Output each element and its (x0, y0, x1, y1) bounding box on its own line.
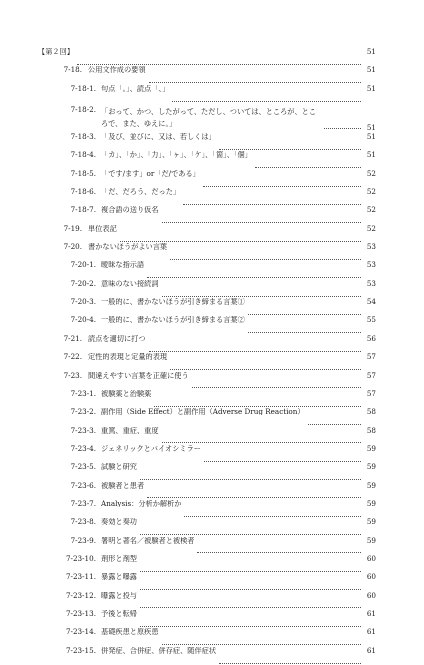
dot-leader (140, 534, 361, 535)
toc-entry-page: 52 (366, 187, 376, 197)
toc-entry-title: 重篤、重症、重度 (101, 426, 159, 434)
dot-leader (140, 589, 361, 590)
table-of-contents (38, 48, 376, 665)
toc-entry (38, 372, 376, 390)
toc-entry-title: 奏効と奏功 (101, 518, 137, 526)
dot-leader (248, 314, 361, 315)
toc-entry-title: ジェネリックとバイオシミラー (101, 444, 201, 453)
toc-entry-number: 7-21. (63, 333, 82, 343)
toc-entry-title: 【第２回】 (38, 48, 74, 56)
toc-entry-page: 52 (366, 168, 376, 178)
toc-entry-number: 7-20. (63, 242, 82, 252)
toc-entry (38, 206, 376, 224)
toc-entry-page: 60 (366, 590, 376, 600)
toc-entry-title: 暴露と曝露 (101, 573, 137, 581)
toc-entry-title: 単位表記 (88, 224, 117, 232)
dot-leader (172, 101, 361, 102)
toc-entry-page: 51 (366, 122, 376, 132)
dot-leader (162, 296, 361, 297)
dot-leader (140, 607, 361, 608)
toc-entry-page: 61 (366, 627, 376, 637)
toc-entry-page: 59 (366, 517, 376, 527)
dot-leader (154, 406, 361, 407)
toc-entry-page: 51 (366, 47, 376, 56)
toc-entry-title: 複合語の送り仮名 (101, 206, 159, 214)
toc-entry-page: 58 (366, 425, 376, 435)
toc-entry-page: 59 (366, 535, 376, 545)
dot-leader (183, 204, 361, 205)
dot-leader (192, 387, 361, 388)
toc-entry-number: 7-23-8. (70, 517, 96, 527)
toc-entry-number: 7-23-2. (70, 407, 96, 417)
toc-entry (38, 151, 376, 169)
toc-entry-number: 7-23-12. (65, 590, 96, 600)
toc-entry (38, 555, 376, 573)
toc-entry (38, 298, 376, 316)
toc-entry-title: 剤形と剤型 (101, 554, 137, 563)
dot-leader (77, 64, 361, 65)
dot-leader (147, 497, 361, 498)
toc-entry-page: 51 (366, 65, 376, 75)
dot-leader (248, 332, 361, 333)
toc-entry-number: 7-20-3. (70, 297, 96, 307)
dot-leader (140, 571, 361, 572)
toc-entry-number: 7-18-7. (70, 205, 96, 215)
toc-entry-title: 副作用（Side Effect）と副作用（Adverse Drug Reaction） (101, 408, 305, 416)
toc-entry-number: 7-23-15. (65, 645, 96, 655)
toc-entry-number: 7-23-1. (70, 388, 96, 398)
toc-entry-title: 曖昧な指示語 (101, 261, 145, 269)
toc-entry-number: 7-18-1. (70, 83, 96, 93)
toc-entry (38, 103, 376, 133)
toc-entry-title: 公用文作成の要領 (88, 66, 146, 74)
dot-leader (162, 222, 361, 223)
toc-entry (38, 66, 376, 84)
dot-leader (162, 442, 361, 443)
dot-leader (170, 369, 361, 370)
toc-entry-number: 7-23. (63, 370, 82, 380)
dot-leader (140, 479, 361, 480)
toc-entry-page: 54 (366, 297, 376, 307)
dot-leader (197, 552, 361, 553)
toc-entry (38, 445, 376, 463)
toc-entry (38, 647, 376, 665)
toc-entry-number: 7-18-4. (70, 150, 96, 160)
toc-entry (38, 427, 376, 445)
toc-entry-title: 「カ」、「か」、「力」、「ヶ」、「ケ」、「箇」、「個」 (101, 151, 252, 159)
toc-entry-number: 7-23-7. (70, 498, 96, 508)
toc-entry-page: 53 (366, 242, 376, 252)
dot-leader (219, 663, 361, 664)
dot-leader (308, 424, 361, 425)
toc-entry (38, 463, 376, 481)
toc-entry-page: 59 (366, 480, 376, 490)
toc-entry-number: 7-18. (63, 65, 82, 75)
toc-entry-title: 被験薬と治験薬 (101, 389, 152, 398)
toc-entry-page: 61 (366, 608, 376, 618)
toc-entry-page: 51 (366, 132, 376, 142)
toc-entry-number: 7-18-6. (70, 187, 96, 197)
dot-leader (120, 241, 361, 242)
toc-entry-title: 被験者と患者 (101, 481, 145, 489)
dot-leader (149, 351, 361, 352)
toc-entry-title: 併発症、合併症、併存症、随伴症状 (101, 646, 217, 654)
toc-entry-page: 60 (366, 572, 376, 582)
toc-entry-page: 51 (366, 150, 376, 160)
toc-entry (38, 573, 376, 591)
toc-entry-title: 一般的に、書かないほうが引き締まる言葉① (101, 298, 245, 306)
toc-entry-page: 51 (366, 83, 376, 93)
toc-entry-number: 7-20-4. (70, 315, 96, 325)
toc-entry-number: 7-23-4. (70, 443, 96, 453)
toc-entry (38, 592, 376, 610)
toc-entry (38, 188, 376, 206)
toc-entry (38, 85, 376, 103)
dot-leader (184, 516, 361, 517)
toc-entry-number: 7-18-3. (70, 132, 96, 142)
toc-entry-number: 7-23-10. (65, 553, 96, 563)
dot-leader (204, 461, 361, 462)
toc-entry (38, 133, 376, 151)
toc-entry-page: 59 (366, 498, 376, 508)
toc-entry-page: 53 (366, 278, 376, 288)
toc-entry-number: 7-23-9. (70, 535, 96, 545)
toc-entry-title: 「です/ます」or「だ/である」 (101, 169, 200, 177)
dot-leader (203, 186, 361, 187)
toc-entry-title: 「おって、かつ、したがって、ただし、ついては、ところが、ところで、また、ゆえに。」 (101, 107, 317, 129)
dot-leader (162, 644, 361, 645)
toc-entry-page: 55 (366, 315, 376, 325)
toc-entry (38, 261, 376, 279)
toc-entry-title: 書かないほうがよい言葉 (88, 243, 168, 251)
dot-leader (324, 128, 361, 129)
toc-entry-number: 7-18-5. (70, 168, 96, 178)
toc-entry-page: 52 (366, 205, 376, 215)
toc-entry (38, 243, 376, 261)
toc-entry (38, 610, 376, 628)
toc-entry-number: 7-22. (63, 352, 82, 362)
toc-entry-number: 7-23-3. (70, 425, 96, 435)
toc-entry-number: 7-23-11. (65, 572, 96, 582)
toc-entry (38, 48, 376, 66)
toc-entry (38, 316, 376, 334)
toc-entry-title: 試験と研究 (101, 463, 137, 471)
toc-entry-number: 7-20-1. (70, 260, 96, 270)
toc-entry-number: 7-20-2. (70, 278, 96, 288)
toc-entry-title: 読点を適切に打つ (88, 334, 146, 343)
dot-leader (147, 277, 361, 278)
dot-leader (255, 167, 361, 168)
toc-entry-page: 56 (366, 333, 376, 343)
toc-entry-number: 7-23-14. (65, 627, 96, 637)
toc-entry-page: 59 (366, 462, 376, 472)
toc-entry-title: 句点「。」、読点「、」 (101, 84, 170, 92)
dot-leader (219, 149, 361, 150)
toc-entry-title: 基礎疾患と原疾患 (101, 628, 159, 636)
toc-entry-title: 予後と転帰 (101, 609, 137, 618)
toc-entry-page: 57 (366, 370, 376, 380)
dot-leader (170, 259, 361, 260)
toc-entry (38, 170, 376, 188)
toc-entry-number: 7-23-5. (70, 462, 96, 472)
toc-entry (38, 628, 376, 646)
toc-entry (38, 225, 376, 243)
toc-entry (38, 353, 376, 371)
toc-entry (38, 500, 376, 518)
toc-entry-title: 「及び、並びに、又は、若しくは」 (101, 133, 216, 141)
toc-entry-title: Analysis：分析か解析か (101, 499, 182, 508)
toc-entry-title: 一般的に、書かないほうが引き締まる言葉② (101, 316, 245, 324)
toc-entry-page: 59 (366, 443, 376, 453)
toc-entry (38, 482, 376, 500)
toc-entry-title: 署明と著名／被験者と被検者 (101, 536, 195, 544)
toc-entry-page: 60 (366, 553, 376, 563)
toc-entry-title: 意味のない接続詞 (101, 279, 159, 287)
toc-entry-page: 57 (366, 352, 376, 362)
dot-leader (140, 626, 361, 627)
toc-entry-title: 「だ、だろう、だった」 (101, 188, 181, 196)
toc-entry (38, 518, 376, 536)
toc-entry (38, 335, 376, 353)
toc-entry (38, 408, 376, 426)
toc-entry (38, 280, 376, 298)
toc-entry-title: 間違えやすい言葉を正確に使う (88, 371, 189, 379)
toc-entry-number: 7-19. (63, 223, 82, 233)
toc-entry-number: 7-23-13. (65, 608, 96, 618)
toc-entry-page: 57 (366, 388, 376, 398)
toc-entry (38, 390, 376, 408)
toc-entry-page: 58 (366, 407, 376, 417)
toc-entry-page: 52 (366, 223, 376, 233)
toc-entry-title: 曝露と投与 (101, 591, 137, 599)
dot-leader (149, 82, 361, 83)
toc-entry-title: 定性的表現と定量的表現 (88, 353, 168, 361)
toc-entry-page: 53 (366, 260, 376, 270)
toc-entry (38, 537, 376, 555)
toc-entry-number: 7-23-6. (70, 480, 96, 490)
toc-entry-number: 7-18-2. (70, 105, 96, 115)
toc-entry-page: 61 (366, 645, 376, 655)
